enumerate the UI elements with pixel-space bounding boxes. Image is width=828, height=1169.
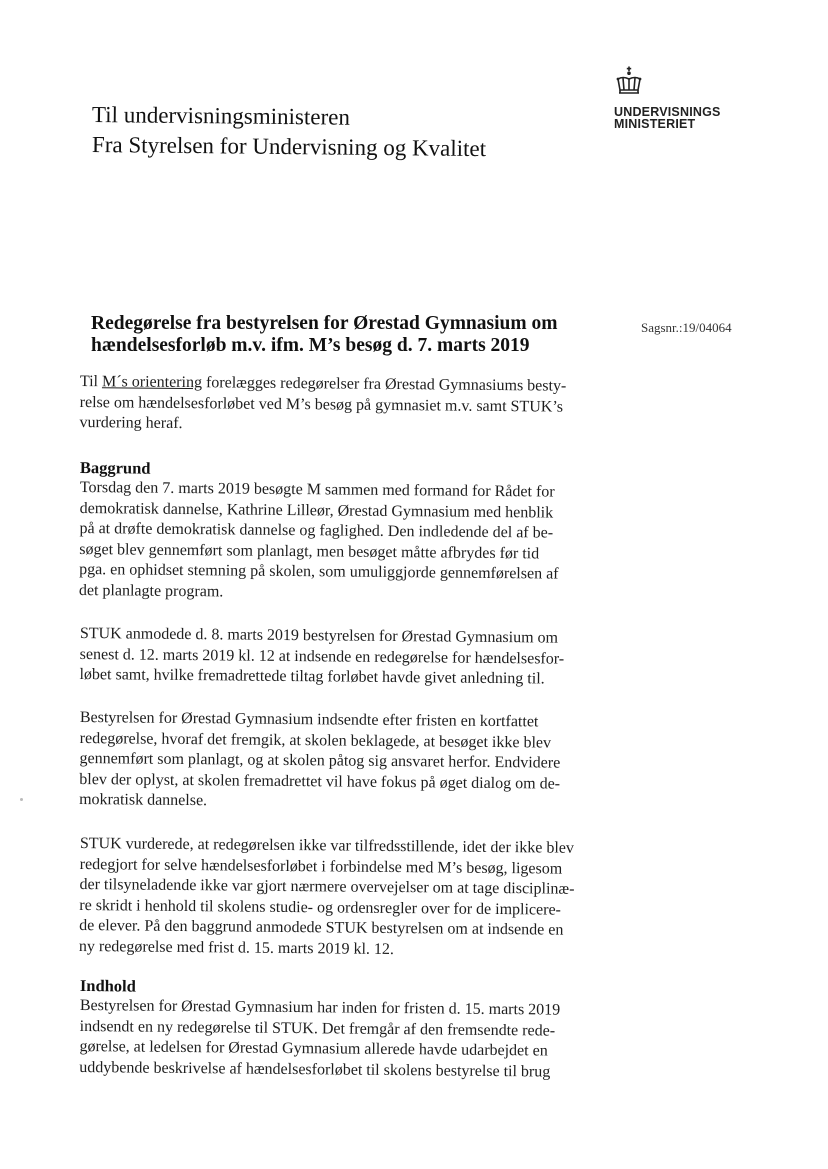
- intro-paragraph: [79, 372, 580, 438]
- addressee-block: [92, 100, 486, 160]
- text-line: pga. en ophidset stemning på skolen, som umuliggjorde gennemførelsen af: [79, 560, 559, 583]
- text-line: ny redegørelse med frist d. 15. marts 2019 kl. 12.: [78, 936, 395, 958]
- logo-line-2: MINISTERIET: [614, 117, 696, 131]
- text-line: mokratisk dannelse.: [79, 790, 208, 810]
- paragraph-baggrund-3: [79, 708, 580, 815]
- text-line: Bestyrelsen for Ørestad Gymnasium har inden for fristen d. 15. marts 2019: [79, 996, 561, 1019]
- paragraph-indhold-1: [79, 996, 580, 1083]
- text-line: der tilsyneladende ikke var gjort nærmere overvejelser om at tage disciplinæ-: [79, 875, 575, 898]
- paragraph-baggrund-1: [79, 478, 580, 606]
- section-heading-indhold: Indhold: [79, 975, 136, 996]
- section-heading-baggrund: Baggrund: [79, 457, 151, 478]
- document-body: [80, 372, 580, 1101]
- crown-icon: [614, 66, 644, 98]
- text-line: redegørelse, hvoraf det fremgik, at skolen beklagede, at besøget ikke blev: [79, 729, 552, 752]
- text-line: Bestyrelsen for Ørestad Gymnasium indsendte efter fristen en kortfattet: [79, 708, 539, 731]
- text-line: de elever. På den baggrund anmodede STUK bestyrelsen om at indsende en: [79, 916, 564, 939]
- logo-line-1: UNDERVISNINGS: [614, 105, 721, 119]
- text-line: indsendt en ny redegørelse til STUK. Det fremgår af den fremsendte rede-: [79, 1016, 556, 1039]
- intro-prefix: Til: [79, 372, 103, 391]
- intro-line-2: relse om hændelsesforløbet ved M’s besøg på gymnasiet m.v. samt STUK’s: [79, 393, 564, 416]
- text-line: demokratisk dannelse, Kathrine Lilleør, Ørestad Gymnasium med henblik: [79, 498, 554, 521]
- text-line: gørelse, at ledelsen for Ørestad Gymnasium allerede havde udarbejdet en: [79, 1037, 548, 1059]
- text-line: på at drøfte demokratisk dannelse og faglighed. Den indledende del af be-: [79, 519, 554, 542]
- text-line: det planlagte program.: [78, 580, 224, 600]
- text-line: STUK anmodede d. 8. marts 2019 bestyrelsen for Ørestad Gymnasium om: [79, 624, 559, 647]
- orientation-link[interactable]: M´s orientering: [101, 373, 203, 392]
- case-number: Sagsnr.:19/04064: [641, 320, 732, 335]
- text-line: re skridt i henhold til skolens studie- og ordensregler over for de implicere-: [79, 895, 562, 918]
- text-line: blev der oplyst, at skolen fremadrettet vil have fokus på øget dialog om de-: [79, 770, 561, 793]
- text-line: STUK vurderede, at redegørelsen ikke var tilfredsstillende, idet der ikke blev: [79, 834, 575, 857]
- text-line: redegjort for selve hændelsesforløbet i forbindelse med M’s besøg, ligesom: [79, 854, 563, 877]
- text-line: løbet samt, hvilke fremadrettede tiltag forløbet havde givet anledning til.: [79, 665, 545, 687]
- text-line: søget blev gennemført som planlagt, men besøget måtte afbrydes før tid: [79, 539, 540, 562]
- paragraph-baggrund-4: [79, 834, 580, 962]
- title-line-2: hændelsesforløb m.v. ifm. M’s besøg d. 7. marts 2019: [91, 335, 530, 356]
- text-line: senest d. 12. marts 2019 kl. 12 at indsende en redegørelse for hændelsesfor-: [79, 644, 565, 667]
- intro-line-1-rest: forelægges redegørelser fra Ørestad Gymnasiums besty-: [201, 374, 567, 395]
- addressee-from: Fra Styrelsen for Undervisning og Kvalitet: [91, 132, 487, 162]
- intro-line-3: vurdering heraf.: [79, 413, 183, 432]
- text-line: uddybende beskrivelse af hændelsesforløbet til skolens bestyrelse til brug: [79, 1057, 551, 1080]
- title-line-1: Redegørelse fra bestyrelsen for Ørestad Gymnasium om: [91, 313, 558, 334]
- addressee-to: Til undervisningsministeren: [91, 102, 351, 130]
- text-line: Torsdag den 7. marts 2019 besøgte M sammen med formand for Rådet for: [79, 478, 555, 501]
- paragraph-baggrund-2: [79, 624, 580, 690]
- scan-speck: [20, 798, 23, 801]
- document-title: [91, 313, 611, 357]
- text-line: gennemført som planlagt, og at skolen påtog sig ansvaret herfor. Endvidere: [79, 749, 561, 772]
